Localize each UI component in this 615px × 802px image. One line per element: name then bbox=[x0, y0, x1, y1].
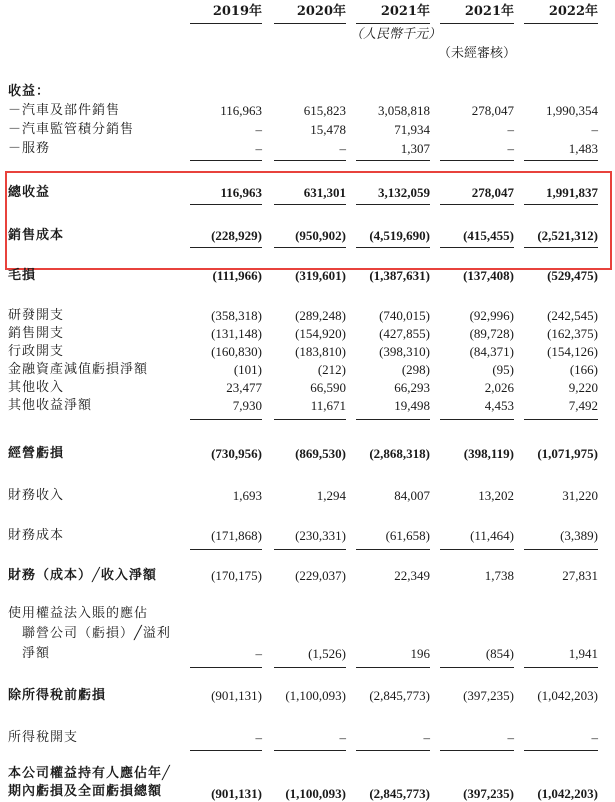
header-2021-interim: 2021年 bbox=[464, 4, 514, 19]
cell: (154,920) bbox=[295, 326, 346, 341]
cell: (3,389) bbox=[560, 528, 598, 543]
cell: (2,845,773) bbox=[369, 688, 430, 703]
cell: (415,455) bbox=[463, 228, 514, 243]
header-2020: 2020年 bbox=[296, 4, 346, 19]
cell: – bbox=[591, 122, 598, 137]
cell: 116,963 bbox=[220, 185, 262, 200]
cell: (901,131) bbox=[211, 786, 262, 801]
cell: 1,738 bbox=[484, 568, 514, 583]
cell: 1,483 bbox=[568, 141, 598, 156]
cell: 19,498 bbox=[394, 398, 430, 413]
subtotal-rule bbox=[524, 667, 598, 668]
subtotal-rule bbox=[440, 549, 514, 550]
cell: – bbox=[255, 730, 262, 745]
cell: (2,845,773) bbox=[369, 786, 430, 801]
cell: (111,966) bbox=[212, 268, 262, 283]
cell: – bbox=[507, 730, 514, 745]
cell: 7,492 bbox=[568, 398, 598, 413]
row-label-total-revenue: 總收益 bbox=[8, 185, 51, 200]
subtotal-rule bbox=[190, 204, 262, 205]
row-label: －汽車監管積分銷售 bbox=[8, 122, 135, 137]
cell: 31,220 bbox=[562, 488, 598, 503]
cell: 615,823 bbox=[303, 103, 346, 118]
row-label: 使用權益法入賬的應佔 bbox=[8, 606, 149, 621]
cell: – bbox=[255, 122, 262, 137]
cell: (162,375) bbox=[547, 326, 598, 341]
cell: (228,929) bbox=[211, 228, 262, 243]
cell: – bbox=[339, 141, 346, 156]
cell: (2,868,318) bbox=[369, 446, 430, 461]
subtotal-rule bbox=[190, 160, 262, 161]
cell: (242,545) bbox=[547, 308, 598, 323]
cell: (166) bbox=[569, 362, 598, 377]
cell: (183,810) bbox=[295, 344, 346, 359]
cell: (529,475) bbox=[547, 268, 598, 283]
cell: (1,387,631) bbox=[369, 268, 430, 283]
subtotal-rule bbox=[524, 160, 598, 161]
cell: 13,202 bbox=[478, 488, 514, 503]
cell: (95) bbox=[492, 362, 514, 377]
row-label: 所得稅開支 bbox=[8, 730, 79, 745]
cell: 1,693 bbox=[232, 488, 262, 503]
row-label-operating-loss: 經營虧損 bbox=[8, 446, 65, 461]
subtotal-rule bbox=[274, 549, 346, 550]
cell: (854) bbox=[485, 646, 514, 661]
cell: 278,047 bbox=[471, 103, 514, 118]
cell: – bbox=[507, 141, 514, 156]
subtotal-rule bbox=[440, 750, 514, 751]
cell: (84,371) bbox=[469, 344, 514, 359]
subtotal-rule bbox=[274, 204, 346, 205]
cell: (730,956) bbox=[211, 446, 262, 461]
cell: 7,930 bbox=[232, 398, 262, 413]
subtotal-rule bbox=[440, 247, 514, 248]
cell: (950,902) bbox=[295, 228, 346, 243]
row-label: 其他收益淨額 bbox=[8, 398, 93, 413]
cell: (1,100,093) bbox=[285, 688, 346, 703]
cell: (1,100,093) bbox=[285, 786, 346, 801]
unit-note: （人民幣千元） bbox=[350, 27, 442, 42]
header-2021: 2021年 bbox=[380, 4, 430, 19]
cell: (61,658) bbox=[385, 528, 430, 543]
cell: 66,590 bbox=[310, 380, 346, 395]
row-label: 聯營公司（虧損）╱溢利 bbox=[22, 626, 171, 641]
cell: 66,293 bbox=[394, 380, 430, 395]
cell: (92,996) bbox=[469, 308, 514, 323]
cell: (740,015) bbox=[379, 308, 430, 323]
cell: (101) bbox=[233, 362, 262, 377]
subtotal-rule bbox=[356, 160, 430, 161]
cell: (1,071,975) bbox=[537, 446, 598, 461]
cell: (427,855) bbox=[379, 326, 430, 341]
subtotal-rule bbox=[524, 549, 598, 550]
cell: 631,301 bbox=[303, 185, 346, 200]
cell: (4,519,690) bbox=[369, 228, 430, 243]
cell: 2,026 bbox=[484, 380, 514, 395]
cell: (170,175) bbox=[211, 568, 262, 583]
row-label: 其他收入 bbox=[8, 380, 65, 395]
cell: (901,131) bbox=[211, 688, 262, 703]
subtotal-rule bbox=[274, 667, 346, 668]
subtotal-rule bbox=[356, 204, 430, 205]
header-2022: 2022年 bbox=[548, 4, 598, 19]
cell: (171,868) bbox=[211, 528, 262, 543]
row-label: 財務收入 bbox=[8, 488, 65, 503]
subtotal-rule bbox=[356, 247, 430, 248]
row-label-cost-of-sales: 銷售成本 bbox=[8, 228, 65, 243]
cell: – bbox=[591, 730, 598, 745]
cell: 1,941 bbox=[568, 646, 598, 661]
subtotal-rule bbox=[190, 549, 262, 550]
subtotal-rule bbox=[356, 667, 430, 668]
row-label: 淨額 bbox=[22, 646, 51, 661]
cell: 71,934 bbox=[394, 122, 430, 137]
revenue-heading: 收益： bbox=[8, 84, 51, 99]
cell: 1,307 bbox=[400, 141, 430, 156]
subtotal-rule bbox=[440, 204, 514, 205]
row-label: 本公司權益持有人應佔年╱ bbox=[8, 766, 171, 781]
cell: 15,478 bbox=[310, 122, 346, 137]
cell: (137,408) bbox=[463, 268, 514, 283]
cell: 278,047 bbox=[471, 185, 514, 200]
row-label: 行政開支 bbox=[8, 344, 65, 359]
cell: 1,990,354 bbox=[546, 103, 598, 118]
row-label: －汽車及部件銷售 bbox=[8, 103, 121, 118]
subtotal-rule bbox=[524, 204, 598, 205]
row-label-total-loss: 期內虧損及全面虧損總額 bbox=[8, 784, 163, 799]
header-underline bbox=[440, 23, 514, 24]
cell: 23,477 bbox=[226, 380, 262, 395]
subtotal-rule bbox=[356, 419, 430, 420]
cell: 3,132,059 bbox=[378, 185, 430, 200]
subtotal-rule bbox=[190, 247, 262, 248]
row-label: 研發開支 bbox=[8, 308, 65, 323]
subtotal-rule bbox=[440, 419, 514, 420]
cell: (397,235) bbox=[463, 688, 514, 703]
cell: (869,530) bbox=[295, 446, 346, 461]
row-label: －服務 bbox=[8, 141, 51, 156]
subtotal-rule bbox=[190, 750, 262, 751]
cell: 3,058,818 bbox=[378, 103, 430, 118]
subtotal-rule bbox=[274, 750, 346, 751]
subtotal-rule bbox=[274, 160, 346, 161]
row-label-gross-loss: 毛損 bbox=[8, 268, 37, 283]
cell: 1,991,837 bbox=[546, 185, 598, 200]
cell: (1,042,203) bbox=[537, 688, 598, 703]
row-label: 銷售開支 bbox=[8, 326, 65, 341]
row-label: 金融資產減值虧損淨額 bbox=[8, 362, 149, 377]
cell: (289,248) bbox=[295, 308, 346, 323]
cell: (212) bbox=[317, 362, 346, 377]
cell: 4,453 bbox=[484, 398, 514, 413]
cell: – bbox=[255, 646, 262, 661]
subtotal-rule bbox=[524, 419, 598, 420]
header-underline bbox=[524, 23, 598, 24]
cell: 11,671 bbox=[310, 398, 346, 413]
cell: – bbox=[423, 730, 430, 745]
cell: (1,042,203) bbox=[537, 786, 598, 801]
cell: (358,318) bbox=[211, 308, 262, 323]
cell: (89,728) bbox=[469, 326, 514, 341]
header-underline bbox=[274, 23, 346, 24]
row-label: 財務成本 bbox=[8, 528, 65, 543]
cell: 116,963 bbox=[220, 103, 262, 118]
cell: (2,521,312) bbox=[537, 228, 598, 243]
cell: (131,148) bbox=[211, 326, 262, 341]
cell: (398,310) bbox=[379, 344, 430, 359]
subtotal-rule bbox=[356, 750, 430, 751]
header-2019: 2019年 bbox=[212, 4, 262, 19]
cell: 27,831 bbox=[562, 568, 598, 583]
subtotal-rule bbox=[524, 247, 598, 248]
subtotal-rule bbox=[274, 247, 346, 248]
cell: 22,349 bbox=[394, 568, 430, 583]
cell: (229,037) bbox=[295, 568, 346, 583]
subtotal-rule bbox=[524, 750, 598, 751]
cell: (160,830) bbox=[211, 344, 262, 359]
unaudited-note: （未經審核） bbox=[438, 46, 517, 61]
cell: (319,601) bbox=[295, 268, 346, 283]
cell: 84,007 bbox=[394, 488, 430, 503]
cell: (11,464) bbox=[470, 528, 514, 543]
cell: (298) bbox=[401, 362, 430, 377]
cell: (398,119) bbox=[463, 446, 514, 461]
subtotal-rule bbox=[190, 419, 262, 420]
header-underline bbox=[190, 23, 262, 24]
subtotal-rule bbox=[440, 667, 514, 668]
subtotal-rule bbox=[274, 419, 346, 420]
row-label-loss-before-tax: 除所得稅前虧損 bbox=[8, 688, 107, 703]
subtotal-rule bbox=[440, 160, 514, 161]
cell: 9,220 bbox=[568, 380, 598, 395]
cell: – bbox=[507, 122, 514, 137]
header-underline bbox=[356, 23, 430, 24]
subtotal-rule bbox=[190, 667, 262, 668]
cell: – bbox=[339, 730, 346, 745]
cell: (230,331) bbox=[295, 528, 346, 543]
subtotal-rule bbox=[356, 549, 430, 550]
cell: 196 bbox=[410, 646, 430, 661]
cell: (154,126) bbox=[547, 344, 598, 359]
cell: – bbox=[255, 141, 262, 156]
cell: (1,526) bbox=[308, 646, 346, 661]
cell: 1,294 bbox=[316, 488, 346, 503]
cell: (397,235) bbox=[463, 786, 514, 801]
row-label-net-finance: 財務（成本）╱收入淨額 bbox=[8, 568, 157, 583]
